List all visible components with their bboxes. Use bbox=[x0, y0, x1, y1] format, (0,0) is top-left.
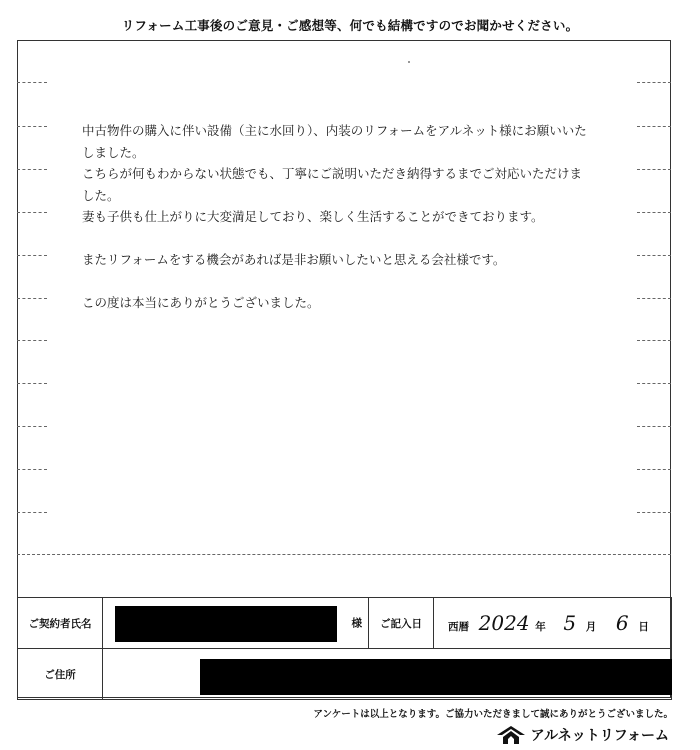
entry-date-field bbox=[434, 598, 672, 649]
redacted-name bbox=[115, 606, 337, 642]
comment-text bbox=[82, 120, 622, 314]
customer-info-table bbox=[17, 597, 672, 700]
day-unit: 日 bbox=[638, 621, 649, 633]
scan-speck bbox=[408, 61, 410, 63]
ruled-line-mark bbox=[17, 469, 47, 470]
ruled-line-mark bbox=[637, 340, 671, 341]
month-unit: 月 bbox=[585, 621, 597, 633]
ruled-line-mark bbox=[637, 126, 671, 127]
address-field bbox=[103, 649, 672, 700]
arnet-logo-icon bbox=[497, 726, 525, 744]
entry-date-label: ご記入日 bbox=[369, 598, 434, 649]
survey-title: リフォーム工事後のご意見・ご感想等、何でも結構ですのでお聞かせください。 bbox=[121, 18, 579, 33]
ruled-line-mark bbox=[17, 169, 47, 170]
ruled-line-mark bbox=[637, 82, 671, 83]
ruled-line-mark bbox=[637, 426, 671, 427]
ruled-line-mark bbox=[637, 298, 671, 299]
ruled-line-mark bbox=[637, 469, 671, 470]
comment-line: またリフォームをする機会があれば是非お願いしたいと思える会社様です。 bbox=[82, 252, 506, 267]
ruled-line-mark bbox=[17, 212, 47, 213]
ruled-line-mark bbox=[637, 255, 671, 256]
ruled-line-mark bbox=[637, 169, 671, 170]
comment-line: 妻も子供も仕上がりに大変満足しており、楽しく生活することができております。 bbox=[82, 209, 544, 224]
address-label: ご住所 bbox=[18, 649, 103, 700]
footer-note: アンケートは以上となります。ご協力いただきまして誠にありがとうございました。 bbox=[313, 709, 673, 720]
honorific-label: 様 bbox=[351, 617, 362, 630]
ruled-line-mark bbox=[17, 512, 47, 513]
ruled-line-mark bbox=[17, 340, 47, 341]
brand-name: アルネットリフォーム bbox=[530, 728, 669, 744]
day-value: 6 bbox=[615, 611, 629, 635]
ruled-line-mark bbox=[17, 126, 47, 127]
ruled-line-mark bbox=[17, 426, 47, 427]
comment-line: しました。 bbox=[82, 144, 145, 160]
comment-line: した。 bbox=[82, 187, 120, 203]
era-label: 西暦 bbox=[448, 621, 469, 633]
ruled-line-mark bbox=[17, 298, 47, 299]
ruled-line-mark bbox=[17, 255, 47, 256]
year-value: 2024 bbox=[478, 611, 530, 635]
ruled-line-mark bbox=[637, 383, 671, 384]
ruled-line-mark bbox=[17, 82, 47, 83]
address-row bbox=[18, 649, 672, 700]
redacted-address bbox=[200, 659, 672, 695]
ruled-line-mark bbox=[637, 512, 671, 513]
year-unit: 年 bbox=[535, 621, 546, 633]
comment-line: この度は本当にありがとうございました。 bbox=[82, 295, 320, 310]
brand-logo bbox=[497, 725, 669, 745]
contract-name-field bbox=[103, 598, 369, 649]
comment-line: こちらが何もわからない状態でも、丁寧にご説明いただき納得するまでご対応いただけま bbox=[82, 166, 583, 181]
ruled-line-mark bbox=[637, 212, 671, 213]
comment-line: 中古物件の購入に伴い設備（主に水回り）、内装のリフォームをアルネット様にお願いいた bbox=[82, 123, 587, 138]
ruled-line-full bbox=[17, 554, 671, 555]
name-row bbox=[18, 598, 672, 649]
ruled-line-mark bbox=[17, 383, 47, 384]
contract-name-label: ご契約者氏名 bbox=[18, 598, 103, 649]
month-value: 5 bbox=[563, 611, 577, 635]
